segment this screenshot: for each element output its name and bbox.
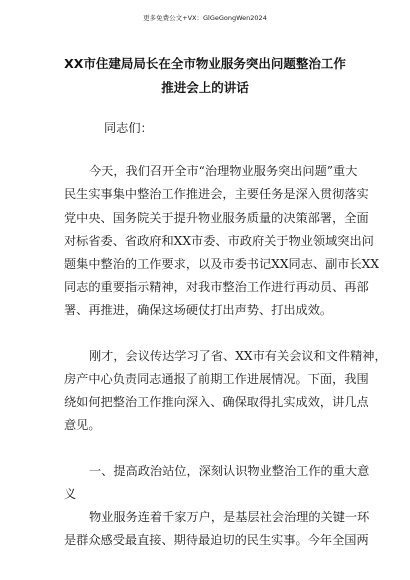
section-1-heading-line-2: 义	[64, 487, 77, 501]
paragraph-1-line-4: 对标省委、省政府和XX市委、市政府关于物业领域突出问	[64, 234, 374, 248]
paragraph-2-line-4: 意见。	[64, 418, 101, 432]
title-line-2: 推进会上的讲话	[161, 80, 249, 95]
paragraph-1-line-7: 署、再推进，确保这场硬仗打出声势、打出成效。	[64, 303, 333, 317]
paragraph-2-line-1: 刚才，会议传达学习了省、XX市有关会议和文件精神，	[89, 349, 387, 363]
paragraph-1-line-5: 题集中整治的工作要求，以及市委书记XX同志、副市长XX	[64, 257, 380, 271]
salutation: 同志们：	[104, 121, 153, 135]
header-note: 更多免费公文+VX：GlGeGongWen2024	[143, 14, 267, 22]
paragraph-1-line-2: 民生实事集中整治工作推进会，主要任务是深入贯彻落实	[64, 187, 369, 201]
section-1-heading-line-1: 一、提高政治站位，深刻认识物业整治工作的重大意	[89, 464, 370, 478]
paragraph-1-line-6: 同志的重要指示精神，对我市整治工作进行再动员、再部	[64, 280, 369, 294]
paragraph-2-line-2: 房产中心负责同志通报了前期工作进展情况。下面，我围	[64, 372, 369, 386]
paragraph-1-line-3: 党中央、国务院关于提升物业服务质量的决策部署，全面	[64, 211, 369, 225]
paragraph-1-line-1: 今天，我们召开全市“治理物业服务突出问题”重大	[89, 164, 358, 178]
paragraph-3-line-1: 物业服务连着千家万户，是基层社会治理的关键一环	[89, 510, 370, 524]
paragraph-3-line-2: 是群众感受最直接、期待最迫切的民生实事。今年全国两	[64, 533, 369, 547]
paragraph-2-line-3: 绕如何把整治工作推向深入、确保取得扎实成效，讲几点	[64, 395, 369, 409]
title-line-1: XX市住建局局长在全市物业服务突出问题整治工作	[64, 56, 346, 71]
